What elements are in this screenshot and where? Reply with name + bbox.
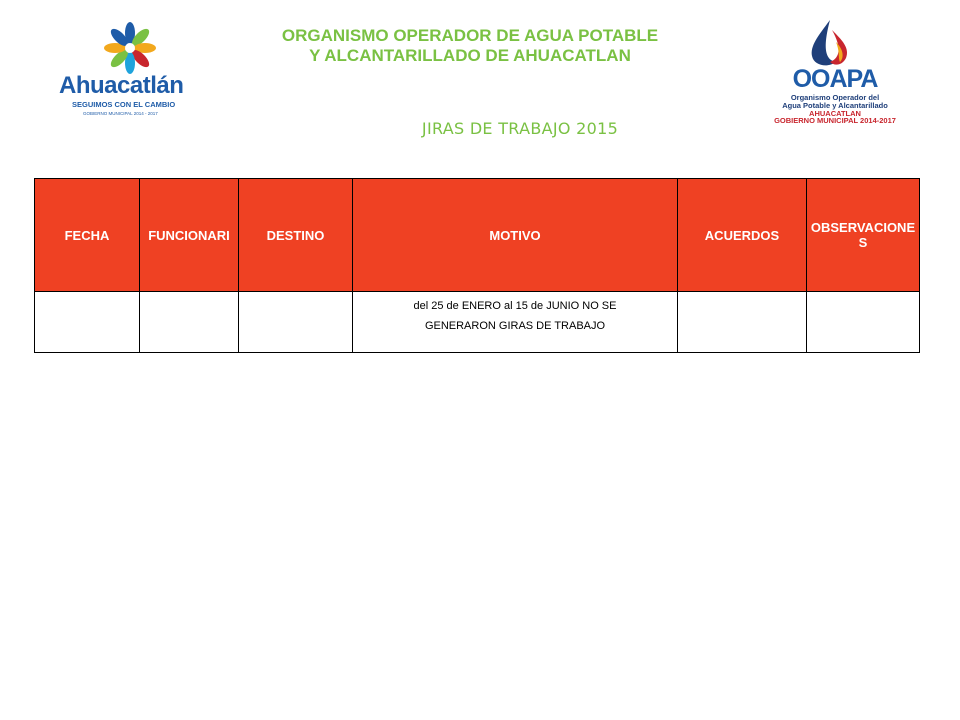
- cell-motivo: [353, 292, 678, 353]
- table-header-row: [35, 179, 920, 292]
- logo-line-1: Organismo Operador del: [790, 93, 880, 102]
- page-title: [215, 26, 725, 66]
- cell-observaciones: [807, 292, 920, 353]
- ooapa-logo: [770, 18, 900, 128]
- motivo-line-1: del 25 de ENERO al 15 de JUNIO NO SE: [413, 300, 617, 312]
- cell-destino: [239, 292, 353, 353]
- logo-period: GOBIERNO MUNICIPAL 2014 - 2017: [83, 111, 158, 116]
- cell-funcionario: [140, 292, 239, 353]
- cell-fecha: [35, 292, 140, 353]
- logo-brand: OOAPA: [792, 65, 878, 93]
- page-subtitle: JIRAS DE TRABAJO 2015: [421, 119, 619, 138]
- column-header-funcionario: FUNCIONARI: [140, 179, 239, 292]
- logo-slogan: SEGUIMOS CON EL CAMBIO: [72, 100, 176, 109]
- jiras-table: [34, 178, 920, 353]
- title-line-2: Y ALCANTARILLADO DE AHUACATLAN: [309, 46, 631, 65]
- logo-line-2: Agua Potable y Alcantarillado: [782, 101, 888, 110]
- cell-acuerdos: [678, 292, 807, 353]
- column-header-fecha: FECHA: [35, 179, 140, 292]
- column-header-motivo: MOTIVO: [353, 179, 678, 292]
- logo-line-3: AHUACATLAN: [809, 109, 861, 118]
- motivo-line-2: GENERARON GIRAS DE TRABAJO: [424, 320, 606, 332]
- pinwheel-flower-icon: [55, 20, 215, 80]
- column-header-observaciones: OBSERVACIONES: [807, 179, 920, 292]
- table-row: [35, 292, 920, 353]
- column-header-destino: DESTINO: [239, 179, 353, 292]
- water-drop-flame-icon: [770, 18, 900, 68]
- title-line-1: ORGANISMO OPERADOR DE AGUA POTABLE: [281, 26, 659, 45]
- column-header-acuerdos: ACUERDOS: [678, 179, 807, 292]
- logo-city-name: Ahuacatlán: [59, 72, 184, 99]
- ahuacatlan-logo: [55, 20, 215, 120]
- logo-line-4: GOBIERNO MUNICIPAL 2014-2017: [774, 116, 896, 125]
